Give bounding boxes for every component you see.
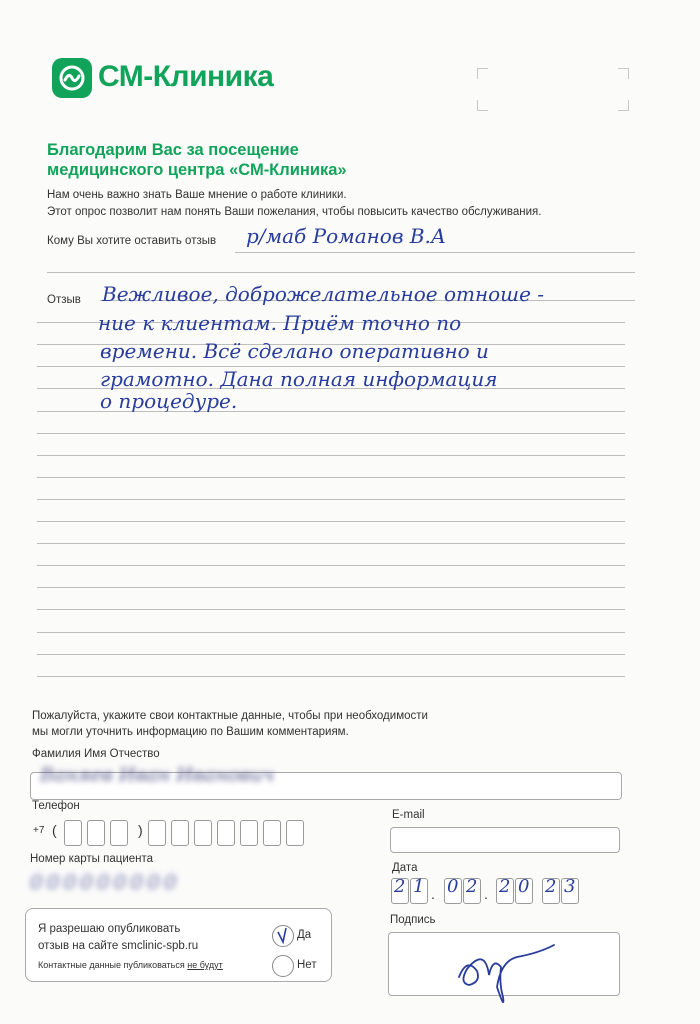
review-label: Отзыв (47, 294, 81, 306)
date-digit: 2 (499, 876, 511, 897)
phone-digit-cell[interactable] (194, 820, 212, 846)
review-text-line: грамотно. Дана полная информация (100, 367, 498, 391)
date-digit: 2 (394, 876, 406, 897)
recipient-line (235, 252, 635, 253)
review-ruled-line (37, 654, 625, 655)
corner-mark (618, 100, 629, 111)
date-separator: . (484, 886, 488, 902)
review-ruled-line (37, 499, 625, 500)
review-ruled-line (37, 609, 625, 610)
page-title: Благодарим Вас за посещение медицинского центра «СМ-Клиника» (47, 141, 347, 179)
date-digit: 3 (564, 876, 576, 897)
review-ruled-line (37, 587, 625, 588)
date-separator: . (431, 886, 435, 902)
review-ruled-line (37, 565, 625, 566)
phone-bracket: ) (138, 822, 143, 838)
date-digit: 2 (545, 876, 557, 897)
contacts-intro-1: Пожалуйста, укажите свои контактные данные, чтобы при необходимости (32, 710, 428, 722)
email-label: E-mail (392, 809, 425, 821)
card-value: 000000000 (30, 870, 181, 894)
card-label: Номер карты пациента (30, 853, 154, 865)
contacts-intro-2: мы могли уточнить информацию по Вашим комментариям. (32, 726, 349, 738)
review-ruled-line (37, 455, 625, 456)
phone-digit-cell[interactable] (217, 820, 235, 846)
fio-label: Фамилия Имя Отчество (32, 748, 160, 760)
phone-digit-cell[interactable] (263, 820, 281, 846)
review-ruled-line (37, 676, 625, 677)
phone-digit-cell[interactable] (286, 820, 304, 846)
phone-label: Телефон (32, 800, 80, 812)
corner-mark (618, 68, 629, 79)
intro-text-2: Этот опрос позволит нам понять Ваши пожелания, чтобы повысить качество обслуживания. (47, 206, 542, 218)
email-field[interactable] (390, 827, 620, 853)
review-ruled-line (37, 521, 625, 522)
date-digit: 2 (466, 876, 478, 897)
consent-no-label: Нет (297, 959, 317, 971)
phone-digit-cell[interactable] (87, 820, 105, 846)
brand-name: СМ-Клиника (98, 60, 274, 93)
signature-field[interactable] (388, 932, 620, 996)
recipient-value: р/маб Романов В.А (246, 224, 447, 248)
consent-box (25, 908, 332, 982)
review-text-line: времени. Всё сделано оперативно и (100, 339, 489, 363)
consent-yes-label: Да (297, 929, 312, 941)
signature-label: Подпись (390, 914, 436, 926)
form-line (47, 272, 635, 273)
date-digit: 0 (447, 876, 459, 897)
consent-text-2: отзыв на сайте smclinic-spb.ru (38, 940, 199, 952)
phone-digit-cell[interactable] (240, 820, 258, 846)
review-ruled-line (37, 433, 625, 434)
consent-no-radio[interactable] (272, 955, 294, 977)
date-label: Дата (392, 862, 418, 874)
review-text-line: о процедуре. (100, 389, 238, 413)
consent-note: Контактные данные публиковаться не будут (38, 960, 223, 970)
intro-text-1: Нам очень важно знать Ваше мнение о работе клиники. (47, 189, 347, 201)
corner-mark (477, 100, 488, 111)
phone-bracket: ( (52, 822, 57, 838)
review-ruled-line (37, 543, 625, 544)
phone-prefix: +7 (33, 825, 45, 836)
recipient-label: Кому Вы хотите оставить отзыв (47, 235, 217, 247)
phone-digit-cell[interactable] (110, 820, 128, 846)
review-ruled-line (37, 477, 625, 478)
review-ruled-line (37, 632, 625, 633)
cm-logo-icon (52, 58, 92, 98)
consent-text-1: Я разрешаю опубликовать (38, 923, 181, 935)
date-digit: 0 (518, 876, 530, 897)
corner-mark (477, 68, 488, 79)
review-text-line: ние к клиентам. Приём точно по (98, 311, 462, 335)
phone-digit-cell[interactable] (171, 820, 189, 846)
consent-yes-radio[interactable] (272, 925, 294, 947)
phone-digit-cell[interactable] (64, 820, 82, 846)
date-digit: 1 (413, 876, 425, 897)
signature-mark (389, 927, 619, 1007)
review-text-line: Вежливое, доброжелательное отноше - (102, 282, 545, 306)
fio-value: Ваняев Иван Иванович (40, 764, 275, 786)
phone-digit-cell[interactable] (148, 820, 166, 846)
